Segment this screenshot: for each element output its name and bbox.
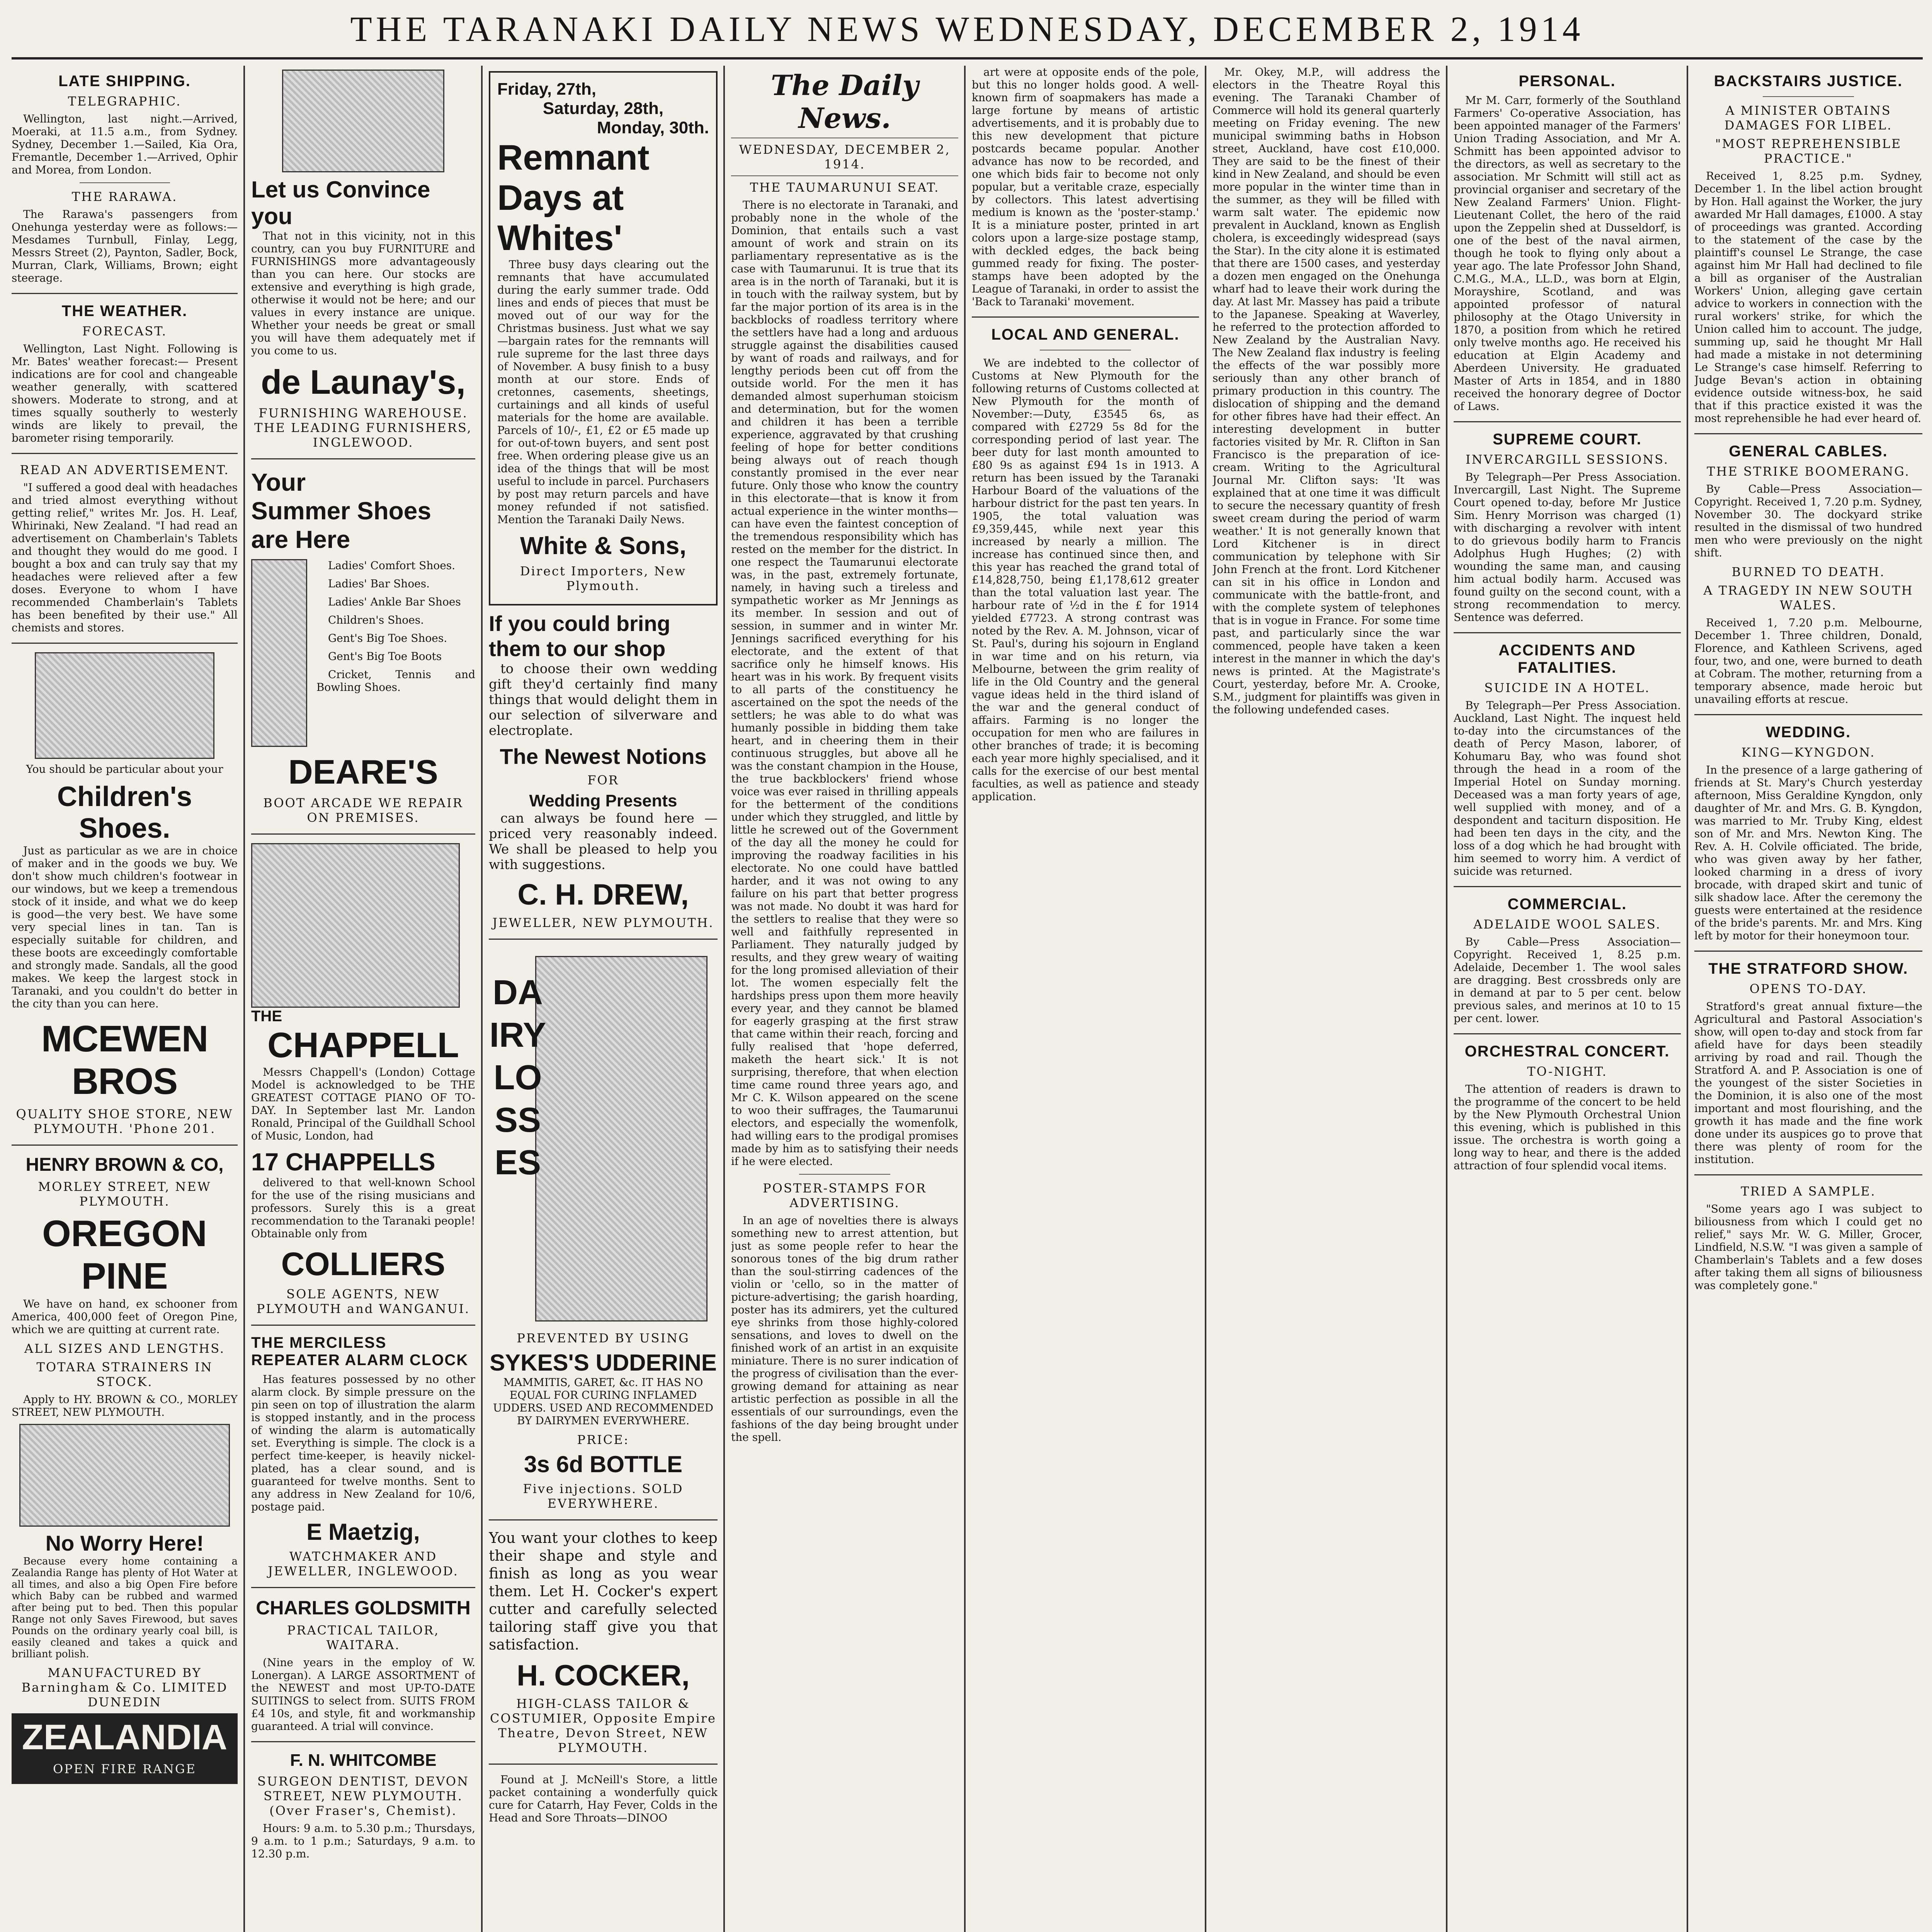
oregon-pine-text: We have on hand, ex schooner from America, 400,000 feet of Oregon Pine, which we are quitting at current rate. — [12, 1298, 238, 1336]
boomerang-text: By Cable—Press Association—Copyright. Received 1, 7.20 p.m. Sydney, November 30. The dockyard strike resulted in the dismissal of two hundred men who were previously on the night shift. — [1694, 483, 1922, 559]
whites-logo: White & Sons, — [520, 532, 687, 560]
whites-ad — [489, 71, 718, 605]
backstairs-heading: BACKSTAIRS JUSTICE. — [1714, 73, 1903, 90]
personal-text: Mr M. Carr, formerly of the Southland Farmers' Co-operative Association, has been appointed manager of the Farmers' Union Trading Association, and Mr A. Schmitt has been appointed advisor to the directors, as well as secretary to the association. Mr Schmitt will still act as provincial organiser and secretary of the New Zealand Farmers' Union. Flight-Lieutenant Collet, the hero of the raid upon the Zeppelin shed at Dusseldorf, is one of the best of the naval airmen, though he took to flying only about a year ago. The late Professor John Shand, C.M.G., M.A., LL.D., was born at Elgin, Morayshire, Scotland, and was appointed professor of natural philosophy at the Otago University in 1870, a position from which he retired only twelve months ago. He received his education at Elgin Academy and Aberdeen University. He graduated Master of Arts in 1854, and in 1880 received the honorary degree of Doctor of Laws. — [1454, 94, 1681, 413]
commercial-heading: COMMERCIAL. — [1507, 896, 1627, 913]
read-ad-heading: READ AN ADVERTISEMENT. — [20, 463, 230, 477]
prevented-label: PREVENTED BY USING — [517, 1331, 690, 1345]
local-general-text: We are indebted to the collector of Customs at New Plymouth for the following returns of Customs collected at New Plymouth for the month of November:—Duty, £3545 6s, as compared with £2729 5s 8d for the corresponding period of last year. The beer duty for last month amounted to £80 9s as against £94 1s in 1913. A return has been issued by the Taranaki Harbour Board of the valuations of the harbour district for the past ten years. In 1905, the total valuation was £9,359,445, while next year this increased by nearly a million. The increase has continued since then, and this year has reached the grand total of £14,828,750, being £1,178,612 greater than the total valuation last year. The harbour rate of ½d in the £ for 1914 yielded £7723. A strong contrast was noted by the Rev. A. M. Johnson, vicar of St. Paul's, during his sojourn in England in war time and on his return, via Melbourne, between the grim reality of life in the Old Country and the general vague ideas held in the third island of the war and the general conduct of affairs. Farming is no longer the occupation for men who are failures in other branches of trade; it is becoming each year more highly specialised, and it calls for the exercise of our best mental faculties, as well as patience and steady application. — [972, 357, 1199, 803]
shipping-text: Wellington, last night.—Arrived, Moeraki, at 11.5 a.m., from Sydney. Sydney, December 1.—Sailed, Kia Ora, Fremantle, December 1.—Arrived, Ophir and Morea, from London. — [12, 112, 238, 176]
remnant-text: Three busy days clearing out the remnants that have accumulated during the early summer trade. Odd lines and ends of pieces that must be moved out of our way for the Christmas business. Just what we say—bargain rates for the remnants will rule supreme for the last three days of November. A busy finish to a busy month at our store. Ends of cretonnes, casements, sheetings, curtainings and all kinds of useful materials for the home are available. Parcels of 10/-, £1, £2 or £5 made up for out-of-town buyers, and sent post free. When ordering please give us an idea of the things that will be most useful to include in parcel. Purchasers by post may return parcels and have money refunded if not satisfied. Mention the Taranaki Daily News. — [497, 258, 709, 526]
date-monday: Monday, 30th. — [597, 118, 709, 137]
shoe-illustration — [251, 559, 307, 747]
chappells-17: 17 CHAPPELLS — [251, 1148, 435, 1176]
column-2 — [251, 66, 475, 1932]
price-label: PRICE: — [577, 1432, 629, 1447]
forecast-text: Wellington, Last Night. Following is Mr. Bates' weather forecast:— Present indications are for cool and changeable weather generally, with scattered showers. Moderate to strong, and at times squally southerly to westerly winds are likely to prevail, the barometer rising temporarily. — [12, 342, 238, 444]
supreme-court-sub: INVERCARGILL SESSIONS. — [1465, 452, 1669, 467]
taumarunui-text: There is no electorate in Taranaki, and probably none in the whole of the Dominion, that entails such a vast amount of work and strain on its parliamentary representative as is the case with Taumarunui. It is true that its area is in the north of Taranaki, but it is in touch with the railway system, but by far the major portion of its area is in the backblocks of roadless territory where the settlers have had a long and arduous struggle against the disabilities caused by want of roads and railways, and for lengthy periods been cut off from the outside world. For the men it has demanded almost superhuman stoicism and determination, but for the women and children it has been a terrible experience, aggravated by that crushing feeling of hope for better conditions being always out of reach though constantly promised in the ever near future. Only those who know the country in this electorate—that is know it from actual experience in the winter months—can have even the faintest conception of the tremendous responsibility which has rested on the member for the district. In one respect the Taumarunui electorate was, in the past, extremely fortunate, namely, in having such a tireless and sympathetic worker as Mr Jennings as its member. In session and out of session, in summer and in winter Mr. Jennings sacrificed everything for his electorate, and the extent of that sacrifice only he himself knows. His heart was in his work. By frequent visits to all parts of the constituency he ascertained on the spot the needs of the settlers; he was able to do what was humanly possible in bidding them take heart, and in cheering them in their continuous struggles, but above all he was the constant champion in the House, the true backblockers' friend whose voice was ever raised in thrilling appeals for the betterment of the conditions under which they struggled, and little by little he screwed out of the Government of the day all the money he could for improving the roadway facilities in his electorate. No one could have battled harder, and it was not owing to any failure on his part that better progress was not made. No doubt it was hard for the settlers to realise that they were so well and faithfully represented in Parliament. They naturally judged by results, and they grew weary of waiting for the long promised alleviation of their lot. The women especially felt the hardships press upon them more heavily every year, and they cannot be blamed for eagerly grasping at the first straw that came within their reach, forcing and fully realised that 'hope deferred, maketh the heart sick.' It is not surprising, therefore, that when election time came round three years ago, and Mr C. K. Wilson appeared on the scene to woo their suffrages, the Taumarunui electors, and especially the womenfolk, had willing ears to the prodigal promises made by him as to satisfying their needs if he were elected. — [731, 199, 958, 1168]
whitcombe-sub: SURGEON DENTIST, DEVON STREET, NEW PLYMOUTH. (Over Fraser's, Chemist). — [257, 1774, 469, 1818]
column-divider — [1446, 66, 1447, 1932]
column-divider — [243, 66, 245, 1932]
forecast-label: FORECAST. — [82, 324, 167, 338]
backstairs-text: Received 1, 8.25 p.m. Sydney, December 1. In the libel action brought by Hon. Hall against the Worker, the jury awarded Mr Hall damages, £1000. A stay of proceedings was granted. According to the statement of the case by the plaintiff's counsel Le Strange, the case against him Mr Hall had declined to file a bill as organiser of the Australian Workers' Union, alleging gave certain advice to workers in connection with the rural workers' strike, for which the Union called him to account. The judge, summing up, said he thought Mr Hall had made a mistake in not determining Le Strange's case himself. Referring to Judge Bevan's action in obtaining evidence outside witness-box, he said that if this practice existed it was the most reprehensible he had ever heard of. — [1694, 170, 1922, 425]
read-ad-text: "I suffered a good deal with headaches and tried almost everything without getting relief," writes Mr. Jos. H. Leaf, Whirinaki, New Zealand. "I had read an advertisement on Chamberlain's Tablets and thought they would do me good. I bought a box and can truly say that my headaches were relieved after a few doses. Everyone to whom I have recommended Chamberlain's Tablets has been benefited by their use." All chemists and stores. — [12, 481, 238, 634]
merciless-text: Has features possessed by no other alarm clock. By simple pressure on the pin seen on top of illustration the alarm is stopped instantly, and in the process of winding the alarm is automatically set. Everything is simple. The clock is a perfect time-keeper, is heavily nickel-plated, has a clear sound, and is guaranteed for twelve months. Sent to any address in New Zealand for 10/6, postage paid. — [251, 1373, 475, 1513]
maetzig-sub: WATCHMAKER AND JEWELLER, INGLEWOOD. — [268, 1549, 459, 1578]
personal-heading: PERSONAL. — [1519, 73, 1616, 90]
stratford-sub: OPENS TO-DAY. — [1749, 981, 1867, 996]
supreme-court-text: By Telegraph—Per Press Association. Invercargill, Last Night. The Supreme Court opened to-day, before Mr Justice Sim. Henry Morrison was charged (1) with discharging a revolver with intent to do grievous bodily harm to Francis Adolphus Hugh Hughes; (2) with wounding the same man, and causing him actual bodily harm. Accused was found guilty on the second count, with a strong recommendation to mercy. Sentence was deferred. — [1454, 471, 1681, 624]
shoe-line: Gent's Big Toe Shoes. — [328, 632, 447, 645]
piano-illustration — [251, 843, 460, 1008]
remnant-title: Remnant Days at Whites' — [497, 138, 650, 258]
wool-text: By Cable—Press Association—Copyright. Received 1, 8.25 p.m. Adelaide, December 1. The wool sales are dragging. Best crossbreds only are in demand at par to 5 per cent. below previous sales, and merinos at 10 to 15 per cent. lower. — [1454, 935, 1681, 1025]
wedding-text: In the presence of a large gathering of friends at St. Mary's Church yesterday afternoon, Miss Geraldine Kyngdon, only daughter of Mr. and Mrs. G. B. Kyngdon, was married to Mr. Truby King, eldest son of Mr. and Mrs. Newton King. The Rev. A. H. Colvile officiated. The bride, who was given away by her father, looked charming in a dress of ivory brocade, with draped skirt and tunic of silk shadow lace. After the ceremony the guests were entertained at the residence of the bride's parents. Mr. and Mrs. King left by motor for their honeymoon tour. — [1694, 764, 1922, 942]
column-divider — [481, 66, 483, 1932]
nameplate: The Daily News. — [770, 69, 919, 134]
deare-sub: BOOT ARCADE WE REPAIR ON PREMISES. — [263, 796, 463, 825]
weather-heading: THE WEATHER. — [61, 303, 188, 320]
apply-text: Apply to HY. BROWN & CO., MORLEY STREET, NEW PLYMOUTH. — [12, 1393, 238, 1418]
whitcombe-name: F. N. WHITCOMBE — [290, 1751, 437, 1770]
cocker-text: You want your clothes to keep their shape and style and finish as long as you wear them. Let H. Cocker's expert cutter and carefully selected tailoring staff give you that satisfaction. — [489, 1529, 718, 1653]
column-5 — [972, 66, 1199, 1932]
furniture-illustration — [282, 70, 444, 172]
chappells-17-text: delivered to that well-known School for the use of the rising musicians and professors. Surely this is a great recommendation to the Taranaki people! Obtainable only from — [251, 1176, 475, 1240]
backstairs-quote: "MOST REPREHENSIBLE PRACTICE." — [1715, 136, 1902, 166]
cocker-sub: HIGH-CLASS TAILOR & COSTUMIER, Opposite Empire Theatre, Devon Street, NEW PLYMOUTH. — [490, 1696, 716, 1755]
column-divider — [1687, 66, 1688, 1932]
poster-continued: art were at opposite ends of the pole, but this no longer holds good. A well-known firm of soapmakers has made a large fortune by means of artistic advertisements, and it is probably due to this new development that picture postcards became popular. Another advance has now to be recorded, and one which bids fair to become not only popular, but a veritable craze, especially by collectors. This latest advertising medium is known as the 'poster-stamp.' It is a miniature poster, printed in art colors upon a large-size postage stamp, with deckled edges, the back being gummed ready for fixing. The poster-stamps have been adopted by the League of Taranaki, in order to assist the 'Back to Taranaki' movement. — [972, 66, 1199, 308]
column-8 — [1694, 66, 1922, 1932]
delaunay-sub: FURNISHING WAREHOUSE. THE LEADING FURNISHERS, INGLEWOOD. — [254, 406, 472, 450]
local-general-heading: LOCAL AND GENERAL. — [991, 326, 1180, 343]
tried-sample-heading: TRIED A SAMPLE. — [1741, 1184, 1876, 1199]
suicide-heading: SUICIDE IN A HOTEL. — [1484, 680, 1650, 695]
shoe-line: Children's Shoes. — [328, 614, 424, 626]
goldsmith-name: CHARLES GOLDSMITH — [256, 1597, 471, 1619]
summer-shoes-1: Your — [251, 468, 306, 496]
all-sizes: ALL SIZES AND LENGTHS. — [24, 1341, 225, 1356]
whites-sub: Direct Importers, New Plymouth. — [520, 564, 687, 593]
chappell-the: THE — [251, 1008, 282, 1025]
delaunay-logo: de Launay's, — [261, 363, 466, 401]
column-3 — [489, 66, 718, 1932]
column-4 — [731, 66, 958, 1932]
rarawa-heading: THE RARAWA. — [71, 189, 178, 204]
column-6 — [1213, 66, 1440, 1932]
convince-text: That not in this vicinity, not in this country, can you buy FURNITURE and FURNISHINGS more advantageously than you can here. Our stocks are extensive and everything is high grade, otherwise it would not be here; and our values in every instance are unique. Whether your needs be great or small you will have them adequately met if you come to us. — [251, 230, 475, 357]
chappell-text: Messrs Chappell's (London) Cottage Model is acknowledged to be THE GREATEST COTTAGE PIANO OF TO-DAY. In September last Mr. Landon Ronald, Principal of the Guildhall School of Music, London, had — [251, 1066, 475, 1142]
deare-logo: DEARE'S — [288, 753, 438, 791]
children-shoes-text: Just as particular as we are in choice of maker and in the goods we buy. We don't show much children's footwear in our windows, but we keep a tremendous stock of it inside, and what we do keep is good—the very best. We have some very special lines in tan. Tan is especially suitable for children, and these boots are exceedingly comfortable and strongly made. Sandals, all the good makes. We keep the largest stock in Taranaki, and you couldn't do better in the city than you can here. — [12, 844, 238, 1010]
dairy-losses-title: DAIRY LOSSES — [489, 973, 546, 1182]
cocker-logo: H. COCKER, — [517, 1659, 690, 1692]
column-divider — [1205, 66, 1206, 1932]
editorial-date: WEDNESDAY, DECEMBER 2, 1914. — [739, 142, 951, 172]
boomerang-heading: THE STRIKE BOOMERANG. — [1707, 464, 1910, 479]
column-7 — [1454, 66, 1681, 1932]
bring-title: If you could bring them to our shop — [489, 611, 670, 661]
children-caption: You should be particular about your — [26, 763, 223, 776]
sykes-text: MAMMITIS, GARET, &c. IT HAS NO EQUAL FOR CURING INFLAMED UDDERS. USED AND RECOMMENDED BY DAIRYMEN EVERYWHERE. — [493, 1376, 714, 1427]
colliers-sub: SOLE AGENTS, NEW PLYMOUTH and WANGANUI. — [256, 1287, 470, 1316]
shoe-line: Ladies' Bar Shoes. — [328, 577, 430, 590]
bath-illustration — [19, 1424, 230, 1527]
shoe-line: Cricket, Tennis and Bowling Shoes. — [316, 668, 475, 694]
summer-shoes-2: Summer Shoes — [251, 497, 431, 525]
tragedy-text: Received 1, 7.20 p.m. Melbourne, December 1. Three children, Donald, Florence, and Kathleen Scrivens, aged four, two, and one, were burned to death at Cobram. The mother, returning from a temporary absence, made heroic but unavailing efforts at rescue. — [1694, 616, 1922, 706]
bring-text: to choose their own wedding gift they'd certainly find many things that would delight them in our selection of silverware and electroplate. — [489, 661, 718, 738]
no-worry-text: Because every home containing a Zealandia Range has plenty of Hot Water at all times, and also a big Open Fire before which Baby can be rubbed and warmed after being put to bed. Then this popular Range not only Saves Firewood, but saves Pounds on the ordinary yearly coal bill, is easily cleaned and takes a quick and brilliant polish. — [12, 1556, 238, 1660]
notions-text: can always be found here —priced very reasonably indeed. We shall be pleased to help you with suggestions. — [489, 811, 718, 872]
goldsmith-sub: PRACTICAL TAILOR, WAITARA. — [287, 1623, 440, 1652]
no-worry-title: No Worry Here! — [45, 1531, 204, 1555]
mcewen-sub: QUALITY SHOE STORE, NEW PLYMOUTH. 'Phone 201. — [16, 1107, 233, 1136]
tragedy-heading: A TRAGEDY IN NEW SOUTH WALES. — [1703, 583, 1913, 612]
shoe-list-block — [251, 559, 475, 747]
children-shoes-title: Children's Shoes. — [57, 781, 192, 844]
poster-text: In an age of novelties there is always something new to arrest attention, but just as some people refer to hear the sonorous tones of the big drum rather than the soul-stirring cadences of the violin or 'cello, so in the matter of picture-advertising; the garish hoarding, poster has its admirers, yet the cultured eye shrinks from those highly-colored sensations, and loves to dwell on the finished work of an artist in an exquisite miniature. There is no surer indication of the progress of civilisation than the ever-growing demand for attaining as near artistic perfection as possible in all the essentials of our surroundings, even the fashions of the day being brought under the spell. — [731, 1214, 958, 1444]
price: 3s 6d BOTTLE — [524, 1451, 683, 1477]
backstairs-sub: A MINISTER OBTAINS DAMAGES FOR LIBEL. — [1724, 103, 1893, 133]
henry-brown-address: MORLEY STREET, NEW PLYMOUTH. — [38, 1179, 211, 1209]
convince-title: Let us Convince you — [251, 177, 430, 229]
totara-strainers: TOTARA STRAINERS IN STOCK. — [36, 1360, 213, 1389]
shipping-heading: LATE SHIPPING. — [58, 73, 191, 90]
telegraphic-label: TELEGRAPHIC. — [68, 94, 182, 109]
cables-heading: GENERAL CABLES. — [1729, 443, 1888, 460]
colliers-logo: COLLIERS — [281, 1246, 446, 1282]
date-friday: Friday, 27th, — [497, 80, 596, 99]
shoe-line: Gent's Big Toe Boots — [328, 650, 442, 663]
orchestral-sub: TO-NIGHT. — [1527, 1064, 1607, 1079]
mcewen-logo: MCEWEN BROS — [41, 1018, 208, 1102]
baby-illustration — [35, 652, 214, 759]
masthead-rule — [12, 57, 1923, 60]
zealandia-sub: OPEN FIRE RANGE — [53, 1762, 196, 1776]
maetzig-logo: E Maetzig, — [306, 1519, 420, 1545]
column-divider — [964, 66, 966, 1932]
notions-sub: Wedding Presents — [529, 791, 677, 810]
masthead: THE TARANAKI DAILY NEWS WEDNESDAY, DECEMBER 2, 1914 — [350, 9, 1584, 49]
rarawa-text: The Rarawa's passengers from Onehunga yesterday were as follows:—Mesdames Turnbull, Finlay, Legg, Messrs Street (2), Paynton, Sadler, Bock, Murran, Clark, Williams, Brown; eight steerage. — [12, 208, 238, 284]
taumarunui-heading: THE TAUMARUNUI SEAT. — [750, 180, 940, 195]
manufacturer: MANUFACTURED BY Barningham & Co. LIMITED DUNEDIN — [21, 1665, 228, 1709]
supreme-court-heading: SUPREME COURT. — [1493, 431, 1642, 448]
date-saturday: Saturday, 28th, — [543, 99, 664, 118]
zealandia-logo: ZEALANDIA — [22, 1718, 228, 1757]
goldsmith-text: (Nine years in the employ of W. Lonergan). A LARGE ASSORTMENT of the NEWEST and most UP-TO-DATE SUITINGS to select from. SUITS FROM £4 10s, and style, fit and workmanship guaranteed. A trial will convince. — [251, 1656, 475, 1733]
shoe-line: Ladies' Comfort Shoes. — [328, 559, 456, 572]
stratford-heading: THE STRATFORD SHOW. — [1708, 960, 1908, 977]
drew-logo: C. H. DREW, — [517, 878, 689, 911]
merciless-title: THE MERCILESS REPEATER ALARM CLOCK — [251, 1334, 469, 1369]
suicide-text: By Telegraph—Per Press Association. Auckland, Last Night. The inquest held to-day into the circumstances of the death of Percy Mason, laborer, of Kohumaru Bay, who was found shot through the head in a room of the Imperial Hotel on Sunday morning. Deceased was a man forty years of age, well supplied with money, and of a despondent and taciturn disposition. He had been ten days in the city, and the loss of a dog which he had brought with him seemed to worry him. A verdict of suicide was returned. — [1454, 699, 1681, 878]
shoe-line: Ladies' Ankle Bar Shoes — [328, 595, 461, 608]
chappell-logo: CHAPPELL — [267, 1026, 459, 1065]
column-divider — [723, 66, 725, 1932]
column-1 — [12, 66, 238, 1932]
accidents-heading: ACCIDENTS AND FATALITIES. — [1498, 642, 1636, 676]
summer-shoes-3: are Here — [251, 526, 350, 553]
notions-title: The Newest Notions — [500, 744, 707, 769]
henry-brown-name: HENRY BROWN & CO, — [26, 1155, 224, 1175]
drew-sub: JEWELLER, NEW PLYMOUTH. — [492, 915, 714, 930]
burned-heading: BURNED TO DEATH. — [1731, 565, 1885, 579]
oregon-pine-title: OREGON PINE — [42, 1213, 207, 1297]
tried-sample-text: "Some years ago I was subject to biliousness from which I could get no relief," says Mr. W. G. Miller, Grocer, Lindfield, N.S.W. "I was given a sample of Chamberlain's Tablets and a few doses after taking them all signs of biliousness was completely gone." — [1694, 1202, 1922, 1292]
whitcombe-hours: Hours: 9 a.m. to 5.30 p.m.; Thursdays, 9 a.m. to 1 p.m.; Saturdays, 9 a.m. to 12.30 p.m. — [251, 1822, 475, 1860]
sykes-logo: SYKES'S UDDERINE — [490, 1350, 717, 1376]
stratford-text: Stratford's great annual fixture—the Agricultural and Pastoral Association's show, will open to-day and stock from far afield have for days been steadily arriving by road and rail. Though the Stratford A. and P. Association is one of the youngest of the sister Societies in the Dominion, it is also one of the most important and most flourishing, and the growth it has made and the fine work done under its auspices go to prove that there was plenty of room for the institution. — [1694, 1000, 1922, 1166]
orchestral-heading: ORCHESTRAL CONCERT. — [1464, 1043, 1670, 1060]
shoe-list — [307, 559, 475, 747]
orchestral-text: The attention of readers is drawn to the programme of the concert to be held by the New Plymouth Orchestral Union this evening, which is published in this issue. The orchestra is worth going a long way to hear, and there is the added attraction of four splendid vocal items. — [1454, 1083, 1681, 1172]
dairy-ad — [489, 948, 718, 1327]
cow-illustration — [535, 956, 707, 1321]
wedding-sub: KING—KYNGDON. — [1741, 745, 1876, 760]
wedding-heading: WEDDING. — [1765, 724, 1851, 741]
wool-heading: ADELAIDE WOOL SALES. — [1473, 917, 1661, 932]
price-sub: Five injections. SOLD EVERYWHERE. — [523, 1481, 684, 1511]
zealandia-banner — [12, 1713, 238, 1784]
notions-for: FOR — [587, 773, 619, 787]
mcneill-text: Found at J. McNeill's Store, a little packet containing a wonderfully quick cure for Catarrh, Hay Fever, Colds in the Head and Sore Throats—DINOO — [489, 1773, 718, 1824]
local-notes-text: Mr. Okey, M.P., will address the electors in the Theatre Royal this evening. The Taranaki Chamber of Commerce will hold its general quarterly meeting on Friday evening. The new municipal swimming baths in Hobson street, Auckland, have cost £10,000. They are said to be the finest of their kind in New Zealand, and should be even more popular in the winter time than in the summer, as they will be filled with warm salt water. The epidemic now prevalent in Auckland, known as English cholera, is exceedingly widespread (says the Star). In the city alone it is estimated that there are 1500 cases, and yesterday a dozen men engaged on the Onehunga wharf had to leave their work during the day. At last Mr. Massey has paid a tribute to the Japanese. Speaking at Waverley, he referred to the protection afforded to New Zealand by the Australian Navy. The New Zealand flax industry is feeling the effects of the war possibly more seriously than any other branch of primary production in this country. The dislocation of shipping and the demand for other fibres have had their effect. An interesting development in butter factories visited by Mr. R. Clifton in San Francisco is the preparation of ice-cream. Writing to the Agricultural Journal Mr. Clifton says: 'It was explained that at one time it was difficult to secure the necessary quantity of fresh sweet cream during the period of warm weather.' It is not generally known that Lord Kitchener is in direct communication by telephone with Sir John French at the front. Lord Kitchener can sit in his office in London and communicate with the battle-front, and with the complete system of telephones that is in vogue in France. For some time past, and particularly since the war commenced, people have taken a keen interest in the manner in which the day's news is printed. At the Magistrate's Court, yesterday, before Mr. A. Crooke, S.M., judgment for plaintiffs was given in the following undefended cases. — [1213, 66, 1440, 716]
poster-heading: POSTER-STAMPS FOR ADVERTISING. — [763, 1181, 927, 1210]
